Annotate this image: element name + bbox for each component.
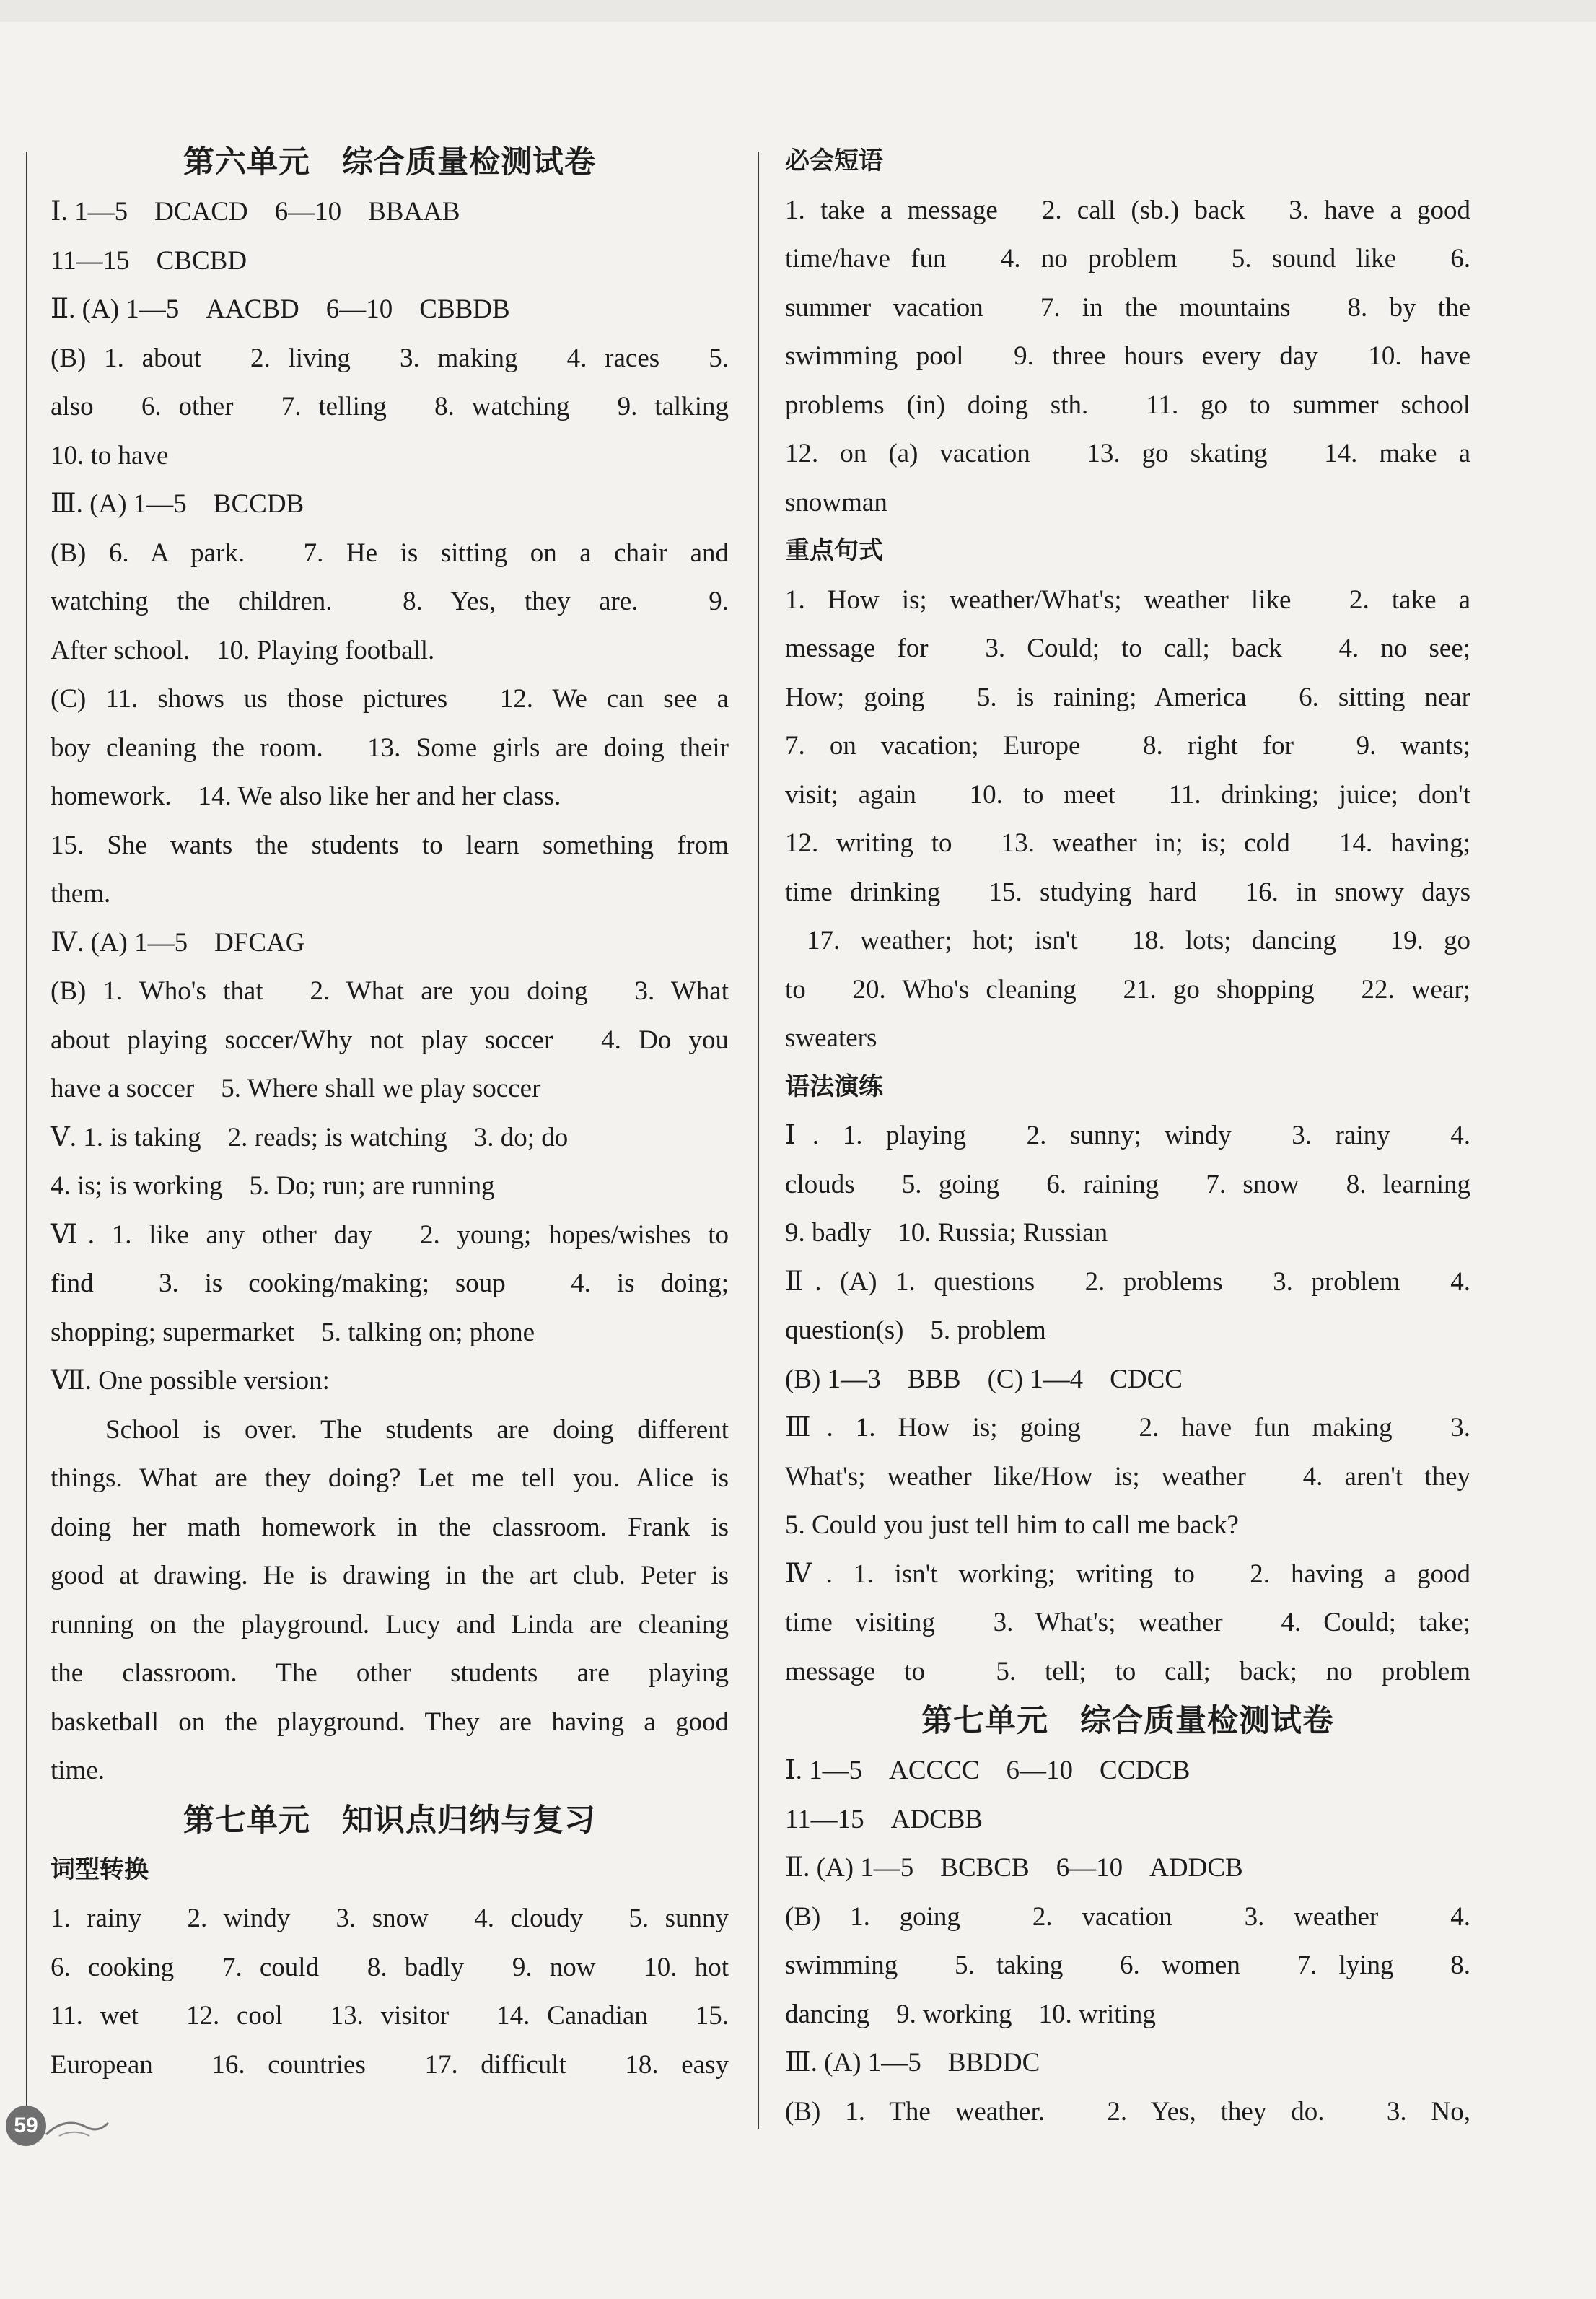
answer-line: Ⅲ. (A) 1—5 BBDDC — [785, 2048, 1040, 2077]
answer-line: Ⅱ. (A) 1. questions 2. problems 3. problem 4. — [785, 1266, 1470, 1297]
unit7-test-title: 第七单元 综合质量检测试卷 — [921, 1703, 1334, 1739]
answer-line: swimming pool 9. three hours every day 10. have — [785, 341, 1470, 371]
answer-line: 11. wet 12. cool 13. visitor 14. Canadian 15. — [51, 2001, 729, 2031]
answer-line: (B) 6. A park. 7. He is sitting on a chair and — [51, 538, 729, 568]
answer-line: Ⅱ. (A) 1—5 AACBD 6—10 CBBDB — [51, 294, 510, 324]
answer-line: problems (in) doing sth. 11. go to summer school — [785, 390, 1470, 420]
answer-line: Ⅲ. (A) 1—5 BCCDB — [51, 489, 304, 519]
answer-line: (C) 11. shows us those pictures 12. We can see a — [51, 684, 729, 714]
answer-line: time visiting 3. What's; weather 4. Could; take; — [785, 1608, 1470, 1637]
unit7-review-title: 第七单元 知识点归纳与复习 — [183, 1802, 596, 1839]
left-margin-rule — [26, 152, 27, 2114]
answer-line: 6. cooking 7. could 8. badly 9. now 10. hot — [51, 1952, 729, 1982]
answer-line: 4. is; is working 5. Do; run; are running — [51, 1171, 495, 1201]
essay-line: time. — [51, 1756, 105, 1785]
answer-line: find 3. is cooking/making; soup 4. is doing; — [51, 1269, 729, 1298]
answer-line: (B) 1—3 BBB (C) 1—4 CDCC — [785, 1364, 1183, 1394]
answer-line: Ⅳ. (A) 1—5 DFCAG — [51, 927, 305, 958]
answer-line: snowman — [785, 487, 887, 517]
right-column — [785, 137, 1470, 2136]
answer-line: time drinking 15. studying hard 16. in snowy days — [785, 877, 1470, 907]
answer-line: message to 5. tell; to call; back; no problem — [785, 1656, 1470, 1686]
essay-line: basketball on the playground. They are having a good — [51, 1707, 729, 1737]
answer-line: dancing 9. working 10. writing — [785, 1999, 1156, 2029]
answer-line: (B) 1. The weather. 2. Yes, they do. 3. No, — [785, 2096, 1470, 2127]
answer-line: 1. How is; weather/What's; weather like 2. take a — [785, 584, 1470, 615]
answer-line: visit; again 10. to meet 11. drinking; juice; don't — [785, 779, 1470, 810]
answer-line: swimming 5. taking 6. women 7. lying 8. — [785, 1950, 1470, 1980]
answer-line: European 16. countries 17. difficult 18. easy — [51, 2049, 729, 2080]
answer-line: about playing soccer/Why not play soccer 4. Do you — [51, 1025, 729, 1055]
answer-line: Ⅴ. 1. is taking 2. reads; is watching 3. do; do — [51, 1122, 569, 1152]
answer-line: them. — [51, 879, 111, 908]
column-divider — [758, 152, 759, 2129]
answer-line: Ⅰ. 1—5 DCACD 6—10 BBAAB — [51, 197, 460, 227]
grammar-heading: 语法演练 — [785, 1072, 883, 1101]
answer-line: 12. writing to 13. weather in; is; cold 14. having; — [785, 828, 1470, 858]
answer-line: 11—15 ADCBB — [785, 1804, 983, 1834]
phrases-heading: 必会短语 — [785, 146, 883, 175]
essay-line: running on the playground. Lucy and Linda are cleaning — [51, 1609, 729, 1639]
answer-line: 17. weather; hot; isn't 18. lots; dancing 19. go — [807, 926, 1470, 955]
answer-line: Ⅶ. One possible version: — [51, 1366, 330, 1396]
essay-line: the classroom. The other students are playing — [51, 1658, 729, 1688]
answer-line: 11—15 CBCBD — [51, 245, 247, 276]
answer-line: 5. Could you just tell him to call me back? — [785, 1510, 1239, 1540]
answer-line: 1. rainy 2. windy 3. snow 4. cloudy 5. sunny — [51, 1904, 729, 1933]
answer-line: shopping; supermarket 5. talking on; phone — [51, 1317, 535, 1347]
answer-line: 7. on vacation; Europe 8. right for 9. wants; — [785, 731, 1470, 761]
page-top-shadow — [0, 0, 1596, 22]
essay-line: good at drawing. He is drawing in the art club. Peter is — [51, 1561, 729, 1590]
answer-line: (B) 1. about 2. living 3. making 4. races 5. — [51, 343, 729, 373]
answer-line: also 6. other 7. telling 8. watching 9. talking — [51, 392, 729, 421]
page-ornament-icon — [45, 2114, 110, 2143]
answer-line: 12. on (a) vacation 13. go skating 14. make a — [785, 439, 1470, 468]
answer-line: to 20. Who's cleaning 21. go shopping 22. wear; — [785, 974, 1470, 1004]
answer-line: watching the children. 8. Yes, they are. 9. — [51, 587, 729, 616]
page-number: 59 — [6, 2106, 46, 2146]
answer-line: clouds 5. going 6. raining 7. snow 8. learning — [785, 1169, 1470, 1199]
answer-line: (B) 1. Who's that 2. What are you doing 3. What — [51, 976, 729, 1006]
essay-line: things. What are they doing? Let me tell you. Alice is — [51, 1463, 729, 1493]
answer-line: Ⅳ. 1. isn't working; writing to 2. having a good — [785, 1559, 1470, 1589]
answer-line: message for 3. Could; to call; back 4. no see; — [785, 634, 1470, 663]
answer-line: Ⅲ. 1. How is; going 2. have fun making 3. — [785, 1413, 1470, 1442]
answer-line: How; going 5. is raining; America 6. sitting near — [785, 682, 1470, 712]
answer-line: have a soccer 5. Where shall we play soccer — [51, 1074, 541, 1103]
word-forms-heading: 词型转换 — [51, 1854, 149, 1884]
answer-line: summer vacation 7. in the mountains 8. by the — [785, 292, 1470, 323]
answer-line: 1. take a message 2. call (sb.) back 3. have a good — [785, 195, 1470, 225]
answer-line: homework. 14. We also like her and her class. — [51, 781, 561, 811]
sentences-heading: 重点句式 — [785, 536, 883, 565]
answer-line: Ⅰ. 1. playing 2. sunny; windy 3. rainy 4. — [785, 1121, 1470, 1150]
answer-line: (B) 1. going 2. vacation 3. weather 4. — [785, 1901, 1470, 1932]
answer-line: Ⅱ. (A) 1—5 BCBCB 6—10 ADDCB — [785, 1853, 1243, 1883]
answer-line: 15. She wants the students to learn something from — [51, 830, 729, 860]
answer-line: Ⅰ. 1—5 ACCCC 6—10 CCDCB — [785, 1756, 1191, 1785]
essay-line: doing her math homework in the classroom. Frank is — [51, 1512, 729, 1542]
essay-line: School is over. The students are doing different — [105, 1414, 729, 1445]
answer-line: 10. to have — [51, 440, 169, 470]
answer-line: Ⅵ. 1. like any other day 2. young; hopes/wishes to — [51, 1219, 729, 1250]
answer-line: 9. badly 10. Russia; Russian — [785, 1218, 1108, 1248]
answer-line: boy cleaning the room. 13. Some girls are doing their — [51, 732, 729, 763]
answer-line: sweaters — [785, 1023, 877, 1053]
left-column — [51, 137, 729, 2089]
answer-line: time/have fun 4. no problem 5. sound like 6. — [785, 244, 1470, 273]
answer-line: question(s) 5. problem — [785, 1315, 1046, 1345]
answer-line: After school. 10. Playing football. — [51, 635, 435, 665]
answer-line: What's; weather like/How is; weather 4. aren't they — [785, 1461, 1470, 1492]
unit6-test-title: 第六单元 综合质量检测试卷 — [183, 144, 596, 180]
